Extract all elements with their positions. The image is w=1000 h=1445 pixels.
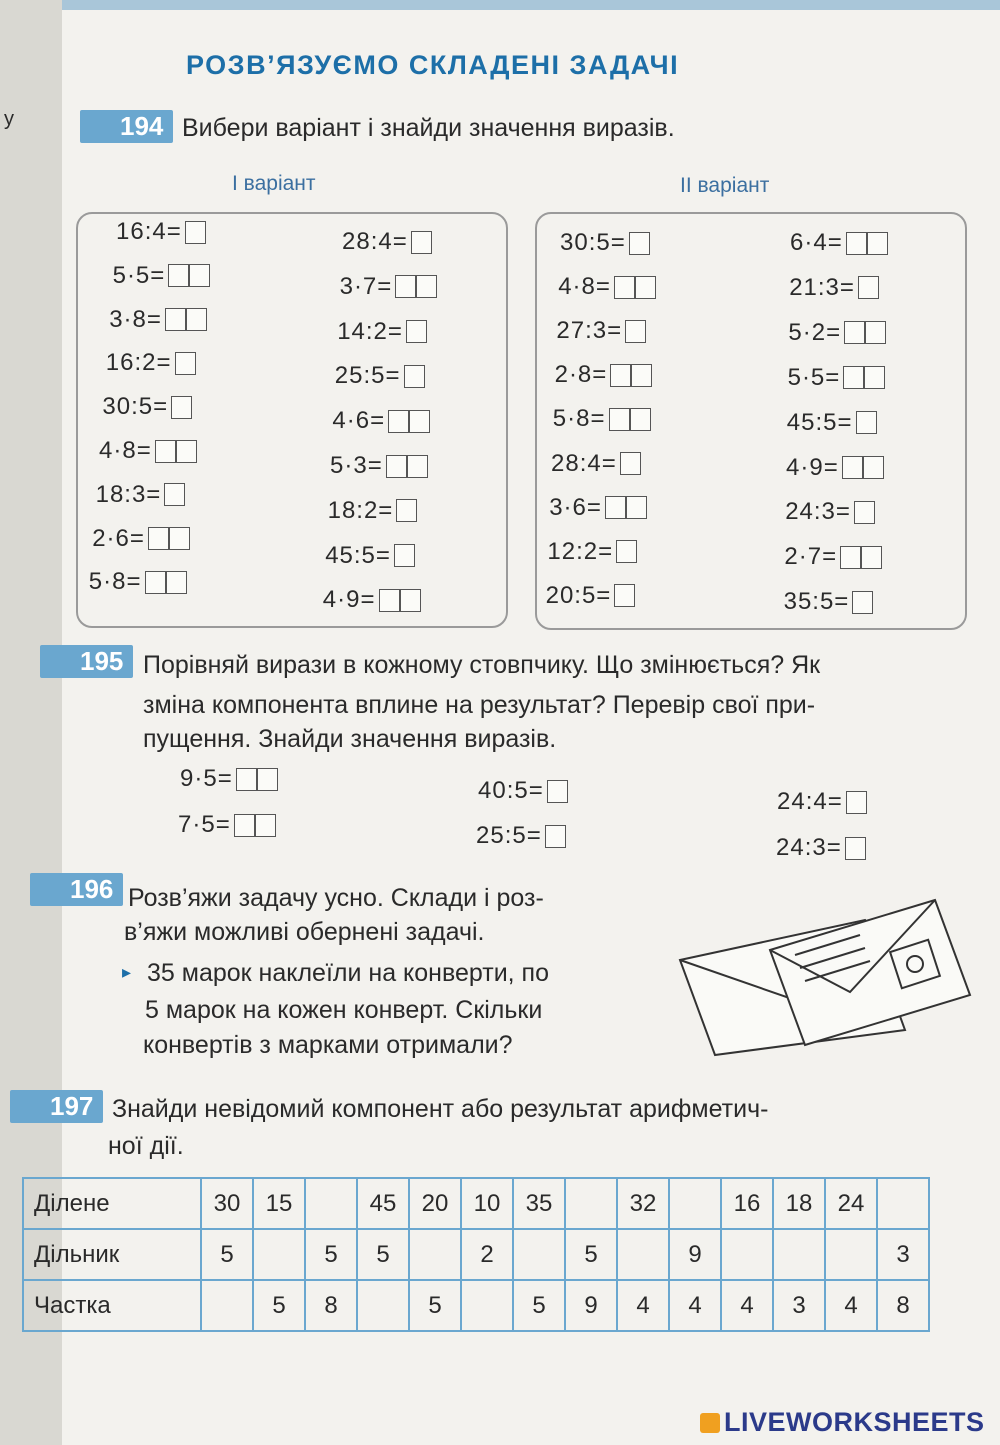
table-cell[interactable] [305,1178,357,1229]
table-cell: 18 [773,1178,825,1229]
table-cell[interactable] [461,1280,513,1331]
answer-cell[interactable] [614,276,635,299]
exercise-196-line-2: в’яжи можливі обернені задачі. [124,918,485,946]
expression: 6·4= [790,229,888,257]
answer-cell[interactable] [395,275,416,298]
answer-cell[interactable] [625,320,646,343]
expression: 25:5= [335,362,425,390]
answer-cell[interactable] [635,276,656,299]
expression: 12:2= [547,538,637,566]
answer-cell[interactable] [416,275,437,298]
expression: 5·3= [330,452,428,480]
table-cell[interactable] [253,1229,305,1280]
answer-cell[interactable] [842,456,863,479]
expression: 5·2= [788,319,886,347]
exercise-194-text: Вибери варіант і знайди значення виразів. [182,114,675,142]
table-cell[interactable] [773,1229,825,1280]
expression: 25:5= [476,822,566,850]
expression: 2·6= [92,525,190,553]
table-cell: 4 [617,1280,669,1331]
expression: 5·5= [113,262,211,290]
answer-cell[interactable] [609,408,630,431]
table-cell: 32 [617,1178,669,1229]
task-line-2: 5 марок на кожен конверт. Скільки [145,996,543,1024]
answer-cell[interactable] [148,527,169,550]
answer-cell[interactable] [846,232,867,255]
answer-cell[interactable] [409,410,430,433]
table-cell: 35 [513,1178,565,1229]
table-cell[interactable] [513,1229,565,1280]
logo-mark-icon [700,1413,720,1433]
exercise-195-line-3: пущення. Знайди значення виразів. [143,725,557,753]
answer-cell[interactable] [175,352,196,375]
answer-cell[interactable] [164,483,185,506]
table-row [23,1178,929,1229]
answer-cell[interactable] [620,452,641,475]
expression: 4·8= [558,273,656,301]
expression: 45:5= [787,409,877,437]
table-cell: 8 [305,1280,357,1331]
expression: 4·6= [332,407,430,435]
envelopes-illustration [675,880,975,1060]
table-cell[interactable] [721,1229,773,1280]
table-cell: 45 [357,1178,409,1229]
section-title: РОЗВ’ЯЗУЄМО СКЛАДЕНІ ЗАДАЧІ [186,50,680,80]
table-cell: 5 [253,1280,305,1331]
answer-cell[interactable] [388,410,409,433]
answer-cell[interactable] [404,365,425,388]
exercise-197-line-1: Знайди невідомий компонент або результат арифметич- [112,1095,769,1123]
expression: 30:5= [102,393,192,421]
exercise-number-195: 195 [40,645,133,678]
answer-cell[interactable] [394,544,415,567]
answer-cell[interactable] [846,791,867,814]
page-edge-letter: у [4,108,14,130]
expression: 9·5= [180,765,278,793]
exercise-195-line-1: Порівняй вирази в кожному стовпчику. Що змінюється? Як [143,651,821,679]
row-header: Ділене [23,1178,201,1229]
answer-cell[interactable] [858,276,879,299]
answer-cell[interactable] [843,366,864,389]
table-cell[interactable] [409,1229,461,1280]
table-cell: 24 [825,1178,877,1229]
table-cell: 4 [721,1280,773,1331]
table-cell: 20 [409,1178,461,1229]
expression: 5·8= [89,568,187,596]
answer-cell[interactable] [610,364,631,387]
expression: 20:5= [546,582,636,610]
expression: 3·8= [109,306,207,334]
answer-cell[interactable] [629,232,650,255]
expression: 5·8= [553,405,651,433]
expression: 2·7= [784,543,882,571]
answer-cell[interactable] [614,584,635,607]
answer-cell[interactable] [864,366,885,389]
table-cell: 4 [669,1280,721,1331]
answer-cell[interactable] [176,440,197,463]
table-cell: 30 [201,1178,253,1229]
answer-cell[interactable] [169,527,190,550]
top-color-band [62,0,1000,10]
row-header: Дільник [23,1229,201,1280]
expression: 14:2= [337,318,427,346]
exercise-number-197: 197 [10,1090,103,1123]
answer-cell[interactable] [630,408,651,431]
table-cell: 9 [669,1229,721,1280]
expression: 18:3= [96,481,186,509]
table-cell[interactable] [825,1229,877,1280]
answer-cell[interactable] [145,571,166,594]
variant-2-label: ІІ варіант [680,174,770,197]
table-cell: 3 [773,1280,825,1331]
expression: 28:4= [551,450,641,478]
answer-cell[interactable] [166,571,187,594]
answer-cell[interactable] [411,231,432,254]
table-row [23,1229,929,1280]
answer-cell[interactable] [865,321,886,344]
answer-cell[interactable] [545,825,566,848]
answer-cell[interactable] [379,589,400,612]
expression: 5·5= [788,364,886,392]
table-cell: 2 [461,1229,513,1280]
answer-cell[interactable] [547,780,568,803]
expression: 24:4= [777,788,867,816]
answer-cell[interactable] [845,837,866,860]
variant-1-label: І варіант [232,172,316,195]
answer-cell[interactable] [255,814,276,837]
table-cell: 5 [409,1280,461,1331]
answer-cell[interactable] [400,589,421,612]
expression: 35:5= [784,588,874,616]
expression: 28:4= [342,228,432,256]
table-cell[interactable] [201,1280,253,1331]
answer-cell[interactable] [186,308,207,331]
answer-cell[interactable] [863,456,884,479]
answer-cell[interactable] [407,455,428,478]
exercise-195-line-2: зміна компонента вплине на результат? Перевір свої при- [143,691,816,719]
table-cell: 5 [201,1229,253,1280]
expression: 4·9= [786,454,884,482]
expression: 45:5= [325,542,415,570]
answer-cell[interactable] [155,440,176,463]
exercise-197-line-2: ної дії. [108,1132,184,1160]
table-cell: 15 [253,1178,305,1229]
answer-cell[interactable] [631,364,652,387]
answer-cell[interactable] [856,411,877,434]
exercise-number-196: 196 [30,873,123,906]
expression: 30:5= [560,229,650,257]
table-cell: 10 [461,1178,513,1229]
answer-cell[interactable] [861,546,882,569]
task-line-1: 35 марок наклеїли на конверти, по [147,959,549,987]
answer-cell[interactable] [168,264,189,287]
answer-cell[interactable] [844,321,865,344]
answer-cell[interactable] [406,320,427,343]
answer-cell[interactable] [616,540,637,563]
table-cell: 4 [825,1280,877,1331]
table-cell: 5 [565,1229,617,1280]
row-header: Частка [23,1280,201,1331]
division-table [22,1177,930,1332]
expression: 4·8= [99,437,197,465]
answer-cell[interactable] [626,496,647,519]
expression: 24:3= [785,498,875,526]
table-cell[interactable] [669,1178,721,1229]
table-row [23,1280,929,1331]
expression: 24:3= [776,834,866,862]
expression: 40:5= [478,777,568,805]
expression: 3·6= [549,494,647,522]
expression: 7·5= [178,811,276,839]
answer-cell[interactable] [867,232,888,255]
table-cell: 5 [357,1229,409,1280]
expression: 2·8= [555,361,653,389]
expression: 21:3= [789,274,879,302]
table-cell[interactable] [877,1178,929,1229]
table-cell: 5 [305,1229,357,1280]
expression: 16:4= [116,218,206,246]
exercise-number-194: 194 [80,110,173,143]
expression: 4·9= [323,586,421,614]
answer-cell[interactable] [165,308,186,331]
answer-cell[interactable] [171,396,192,419]
answer-cell[interactable] [189,264,210,287]
table-cell: 16 [721,1178,773,1229]
answer-cell[interactable] [854,501,875,524]
answer-cell[interactable] [257,768,278,791]
answer-cell[interactable] [605,496,626,519]
table-cell[interactable] [565,1178,617,1229]
answer-cell[interactable] [396,499,417,522]
task-line-3: конвертів з марками отримали? [143,1031,513,1059]
expression: 18:2= [328,497,418,525]
liveworksheets-logo: LIVEWORKSHEETS [700,1407,985,1438]
expression: 27:3= [556,317,646,345]
answer-cell[interactable] [234,814,255,837]
table-cell[interactable] [617,1229,669,1280]
answer-cell[interactable] [840,546,861,569]
table-cell[interactable] [357,1280,409,1331]
answer-cell[interactable] [386,455,407,478]
expression: 3·7= [340,273,438,301]
answer-cell[interactable] [852,591,873,614]
answer-cell[interactable] [185,221,206,244]
answer-cell[interactable] [236,768,257,791]
triangle-bullet-icon: ▸ [122,962,132,982]
table-cell: 9 [565,1280,617,1331]
exercise-196-line-1: Розв’яжи задачу усно. Склади і роз- [128,884,544,912]
table-cell: 3 [877,1229,929,1280]
expression: 16:2= [106,349,196,377]
table-cell: 5 [513,1280,565,1331]
table-cell: 8 [877,1280,929,1331]
